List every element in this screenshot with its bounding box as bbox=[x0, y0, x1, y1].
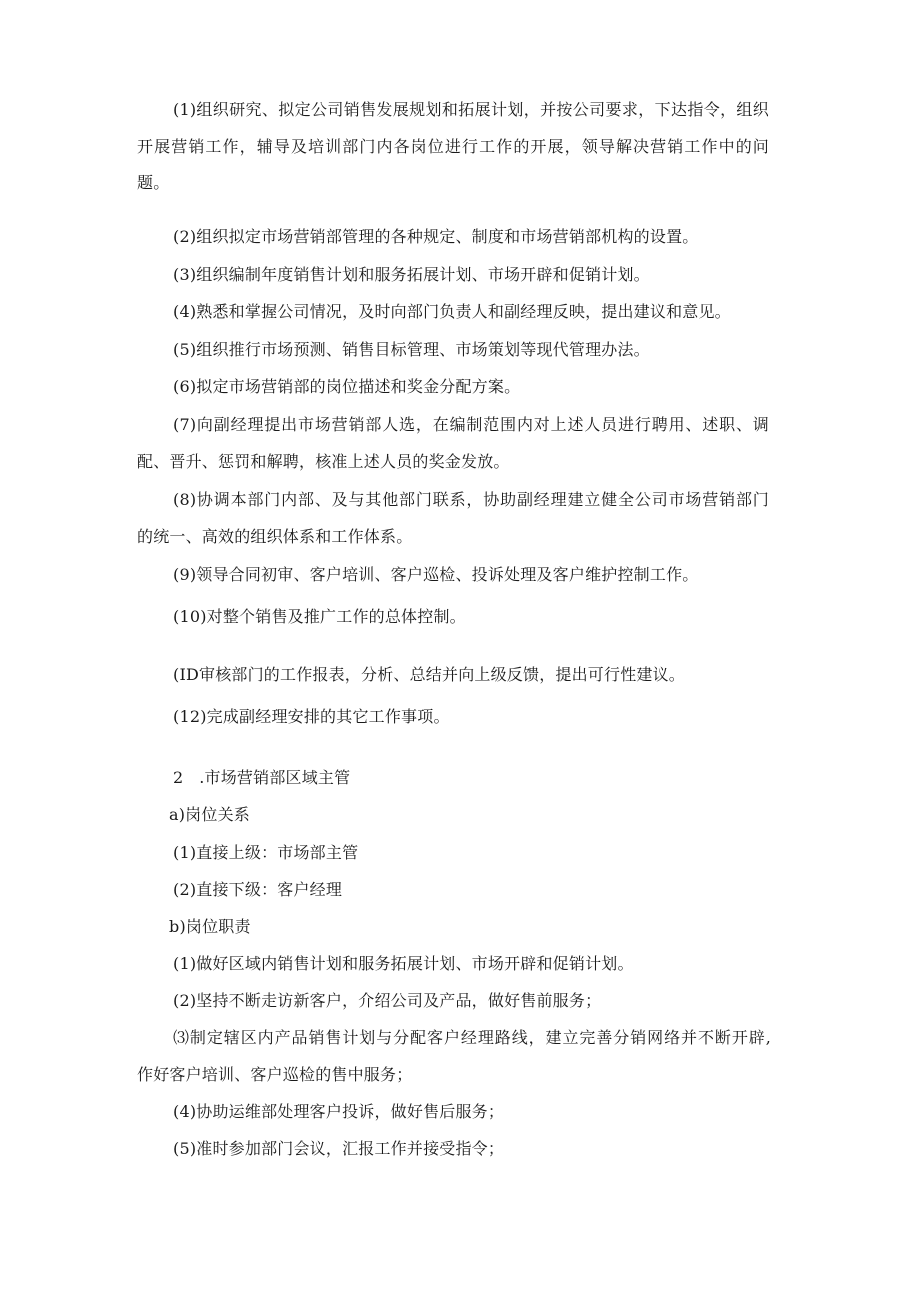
duty-item-1-line-1: (1)组织研究、拟定公司销售发展规划和拓展计划，并按公司要求，下达指令，组织 bbox=[173, 100, 769, 119]
duty-item-7-line-2: 配、晋升、惩罚和解聘，核准上述人员的奖金发放。 bbox=[137, 452, 510, 471]
section-2-duty-5: (5)准时参加部门会议，汇报工作并接受指令； bbox=[173, 1139, 505, 1158]
duty-item-1-line-3: 题。 bbox=[137, 173, 170, 192]
duty-item-11: (ID审核部门的工作报表，分析、总结并向上级反馈，提出可行性建议。 bbox=[173, 665, 685, 684]
section-2-duty-3-line-2: 作好客户培训、客户巡检的售中服务； bbox=[137, 1065, 413, 1084]
duty-item-2: (2)组织拟定市场营销部管理的各种规定、制度和市场营销部机构的设置。 bbox=[173, 227, 699, 246]
relation-item-1: (1)直接上级：市场部主管 bbox=[173, 843, 359, 862]
section-2-heading: 2 .市场营销部区域主管 bbox=[173, 768, 351, 787]
section-2-duty-4: (4)协助运维部处理客户投诉，做好售后服务； bbox=[173, 1102, 505, 1121]
duty-item-7-line-1: (7)向副经理提出市场营销部人选，在编制范围内对上述人员进行聘用、述职、调 bbox=[173, 415, 769, 434]
duty-item-5: (5)组织推行市场预测、销售目标管理、市场策划等现代管理办法。 bbox=[173, 340, 650, 359]
relation-item-2: (2)直接下级：客户经理 bbox=[173, 880, 343, 899]
section-2-duty-3-line-1: ⑶制定辖区内产品销售计划与分配客户经理路线，建立完善分销网络并不断开辟, bbox=[173, 1028, 771, 1047]
duty-item-12: (12)完成副经理安排的其它工作事项。 bbox=[173, 707, 450, 726]
duty-item-6: (6)拟定市场营销部的岗位描述和奖金分配方案。 bbox=[173, 377, 521, 396]
section-2-duty-2: (2)坚持不断走访新客户，介绍公司及产品，做好售前服务； bbox=[173, 991, 602, 1010]
duty-item-10: (10)对整个销售及推广工作的总体控制。 bbox=[173, 607, 466, 626]
duty-item-9: (9)领导合同初审、客户培训、客户巡检、投诉处理及客户维护控制工作。 bbox=[173, 565, 699, 584]
duty-item-8-line-1: (8)协调本部门内部、及与其他部门联系，协助副经理建立健全公司市场营销部门 bbox=[173, 490, 769, 509]
duty-item-4: (4)熟悉和掌握公司情况，及时向部门负责人和副经理反映，提出建议和意见。 bbox=[173, 302, 731, 321]
duty-item-3: (3)组织编制年度销售计划和服务拓展计划、市场开辟和促销计划。 bbox=[173, 265, 650, 284]
relation-heading: a)岗位关系 bbox=[169, 805, 250, 824]
duty-item-1-line-2: 开展营销工作，辅导及培训部门内各岗位进行工作的开展，领导解决营销工作中的问 bbox=[137, 137, 769, 156]
duty-item-8-line-2: 的统一、高效的组织体系和工作体系。 bbox=[137, 527, 413, 546]
section-2-duty-1: (1)做好区域内销售计划和服务拓展计划、市场开辟和促销计划。 bbox=[173, 954, 634, 973]
duty-heading: b)岗位职责 bbox=[169, 917, 251, 936]
